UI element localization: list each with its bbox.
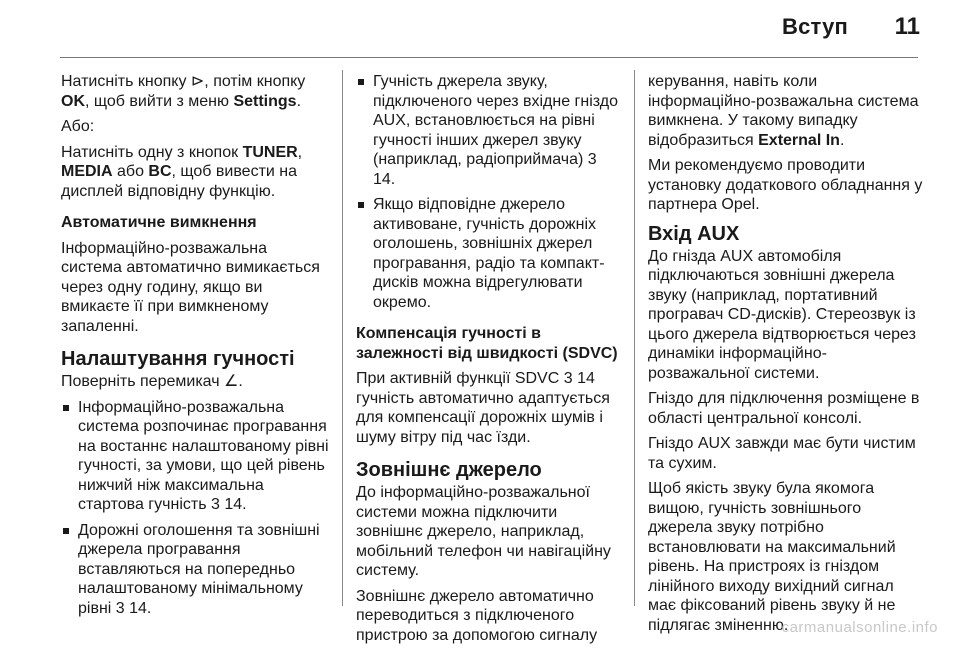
page-number: 11 bbox=[894, 13, 920, 40]
header-divider bbox=[60, 57, 918, 58]
bullet-icon bbox=[63, 405, 69, 411]
bc-button-label: BC bbox=[148, 163, 172, 180]
column-3 bbox=[648, 72, 923, 641]
paragraph: Зовнішнє джерело автоматично переводиться з підключеного пристрою за допомогою сигналу bbox=[356, 587, 598, 644]
tuner-button-label: TUNER bbox=[242, 143, 298, 161]
paragraph: До гнізда AUX автомобіля підключаються зовнішні джерела звуку (наприклад, портативний програвач CD-дисків). Стереозвук із цього джерела відтворюється через динаміки інформаційно-розважальної системи. bbox=[648, 247, 916, 382]
paragraph: При активній функції SDVC 3 14 гучність автоматично адаптується для компенсації дорожніх шумів і шуму вітру під час їзди. bbox=[356, 370, 610, 446]
paragraph: Гніздо для підключення розміщене в області центральної консолі. bbox=[648, 390, 920, 427]
bullet-list bbox=[61, 398, 331, 619]
list-item: Гучність джерела звуку, підключеного через вхідне гніздо AUX, встановлюється на рівні гучності інших джерел звуку (наприклад, радіоприймача) 3 14. bbox=[356, 72, 621, 189]
settings-menu-label: Settings bbox=[233, 92, 297, 110]
column-1 bbox=[61, 72, 331, 624]
paragraph: Натисніть кнопку ⊳, потім кнопку OK, щоб вийти з меню Settings. bbox=[61, 73, 306, 110]
paragraph: До інформаційно-розважальної системи можна підключити зовнішнє джерело, наприклад, мобільний телефон чи навігаційну систему. bbox=[356, 484, 611, 579]
section-heading: Налаштування гучності bbox=[61, 348, 295, 370]
column-divider bbox=[634, 70, 635, 606]
paragraph: Інформаційно-розважальна система автоматично вимикається через одну годину, якщо ви вмикаєте її при вимкненому запаленні. bbox=[61, 239, 320, 335]
page-title: Вступ bbox=[782, 14, 848, 39]
column-divider bbox=[342, 70, 343, 606]
subheading: Компенсація гучності в залежності від швидкості (SDVC) bbox=[356, 325, 618, 362]
ok-button-label: OK bbox=[61, 92, 85, 110]
paragraph: Щоб якість звуку була якомога вищою, гучність зовнішнього джерела звуку потрібно встановлювати на максимальний рівень. На пристроях із гніздом лінійного виходу вихідний сигнал має фіксований рівень звуку й не підлягає зміненню. bbox=[648, 480, 896, 634]
section-heading: Зовнішнє джерело bbox=[356, 459, 542, 481]
list-item: Інформаційно-розважальна система розпочинає програвання на востаннє налаштованому рівні гучності, за умови, що цей рівень нижчий ніж максимальна стартова гучність 3 14. bbox=[61, 398, 331, 515]
paragraph: Поверніть перемикач ∠. bbox=[61, 373, 243, 390]
subheading: Автоматичне вимкнення bbox=[61, 214, 257, 231]
bullet-list bbox=[356, 72, 621, 312]
forward-icon: ⊳ bbox=[190, 73, 205, 90]
volume-knob-icon: ∠ bbox=[224, 373, 239, 390]
paragraph: Гніздо AUX завжди має бути чистим та сухим. bbox=[648, 435, 916, 472]
bullet-icon bbox=[358, 79, 364, 85]
list-item: Якщо відповідне джерело активоване, гучність дорожніх оголошень, зовнішніх джерел програвання, радіо та компакт-дисків можна відрегулювати окремо. bbox=[356, 195, 621, 312]
paragraph: Натисніть одну з кнопок TUNER, MEDIA або BC, щоб вивести на дисплей відповідну функцію. bbox=[61, 143, 303, 200]
watermark: carmanualsonline.info bbox=[781, 619, 938, 636]
paragraph: Ми рекомендуємо проводити установку додаткового обладнання у партнера Opel. bbox=[648, 157, 923, 213]
paragraph: Або: bbox=[61, 118, 95, 135]
bullet-icon bbox=[358, 202, 364, 208]
section-heading: Вхід AUX bbox=[648, 222, 740, 245]
external-in-label: External In bbox=[758, 131, 840, 149]
page-header bbox=[0, 0, 960, 58]
list-item: Дорожні оголошення та зовнішні джерела програвання вставляються на попередньо налаштованому мінімальному рівні 3 14. bbox=[61, 521, 331, 619]
column-2 bbox=[356, 72, 621, 651]
bullet-icon bbox=[63, 528, 69, 534]
paragraph: керування, навіть коли інформаційно-розважальна система вимкнена. У такому випадку відобразиться External In. bbox=[648, 73, 919, 149]
media-button-label: MEDIA bbox=[61, 163, 113, 180]
